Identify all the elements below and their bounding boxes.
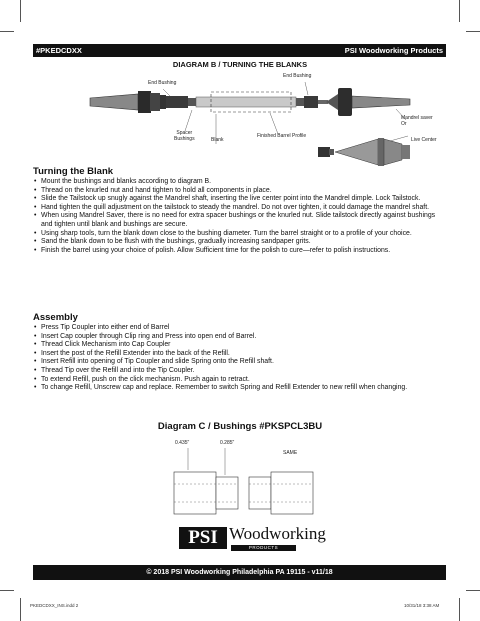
list-item: • Thread on the knurled nut and hand tighten to hold all components in place. xyxy=(33,187,447,196)
list-item: • Sand the blank down to be flush with the bushings, gradually increasing sandpaper grits. xyxy=(33,238,447,247)
list-item: • Insert Cap coupler through Clip ring and Press into open end of Barrel. xyxy=(33,333,447,342)
same-label: SAME xyxy=(283,450,298,456)
label-blank: Blank xyxy=(211,137,224,143)
footer-bar: © 2018 PSI Woodworking Philadelphia PA 19115 - v11/18 xyxy=(33,565,446,580)
logo-mark: PSI xyxy=(179,527,227,549)
assembly-heading: Assembly xyxy=(33,312,78,323)
list-item: • Press Tip Coupler into either end of Barrel xyxy=(33,324,447,333)
logo-wordmark: Woodworking xyxy=(229,524,326,543)
list-item: • Mount the bushings and blanks according to diagram B. xyxy=(33,178,447,187)
crop-mark xyxy=(459,598,460,621)
list-item: • Thread Tip over the Refill and into the Tip Coupler. xyxy=(33,367,447,376)
bushing-large-right xyxy=(271,472,313,514)
bushing-large-left xyxy=(174,472,216,514)
label-live-center: Live Center xyxy=(411,137,437,143)
turning-heading: Turning the Blank xyxy=(33,166,114,177)
crop-mark xyxy=(20,598,21,621)
dimension-large: 0.435" xyxy=(175,440,190,446)
list-item: • Slide the Tailstock up snugly against the Mandrel shaft, inserting the live center point into the Mandrel dimple. Lock Tailstock. xyxy=(33,195,447,204)
dimension-small: 0.285" xyxy=(220,440,235,446)
diagram-b-title: DIAGRAM B / TURNING THE BLANKS xyxy=(172,60,308,69)
crop-mark xyxy=(0,590,14,591)
date-slug: 10/31/18 3:38 AM xyxy=(404,603,440,608)
crop-mark xyxy=(466,590,480,591)
list-item: • Using sharp tools, turn the blank down close to the bushing diameter. Turn the barrel straight or to a profile of your choice. xyxy=(33,230,447,239)
list-item: • When using Mandrel Saver, there is no need for extra spacer bushings or the knurled nut. Slide tailstock directly against bushings and tighten until blank and bushings are secure. xyxy=(33,212,447,229)
label-mandrel-saver: Mandrel saver Or xyxy=(401,115,433,127)
label-finished-barrel: Finished Barrel Profile xyxy=(257,133,307,139)
brand-name: PSI Woodworking Products xyxy=(344,46,443,55)
list-item: • Thread Click Mechanism into Cap Coupler xyxy=(33,341,447,350)
list-item: • Finish the barrel using your choice of polish. Allow Sufficient time for the polish to cure—refer to polish instructions. xyxy=(33,247,447,256)
list-item: • To extend Refill, push on the click mechanism. Push again to retract. xyxy=(33,376,447,385)
bushing-small-right xyxy=(249,477,271,509)
list-item: • To change Refill, Unscrew cap and replace. Remember to switch Spring and Refill Extender to new refill when changing. xyxy=(33,384,447,393)
bushing-small-left xyxy=(216,477,238,509)
label-end-bushing-left: End Bushing xyxy=(148,80,177,86)
product-code: #PKEDCDXX xyxy=(36,46,82,55)
logo-subtitle: PRODUCTS xyxy=(231,545,296,551)
file-slug: PKEDCDXX_INS.indd 2 xyxy=(30,603,79,608)
list-item: • Hand tighten the quill adjustment on the tailstock to steady the mandrel. Do not over tighten, it could damage the mandrel shaft. xyxy=(33,204,447,213)
diagram-c-title: Diagram C / Bushings #PKSPCL3BU xyxy=(157,421,323,432)
label-spacer-bushings: Spacer Bushings xyxy=(174,130,195,142)
list-item: • Insert Refill into opening of Tip Coupler and slide Spring onto the Refill shaft. xyxy=(33,358,447,367)
list-item: • Insert the post of the Refill Extender into the back of the Refill. xyxy=(33,350,447,359)
label-end-bushing-right: End Bushing xyxy=(283,73,312,79)
